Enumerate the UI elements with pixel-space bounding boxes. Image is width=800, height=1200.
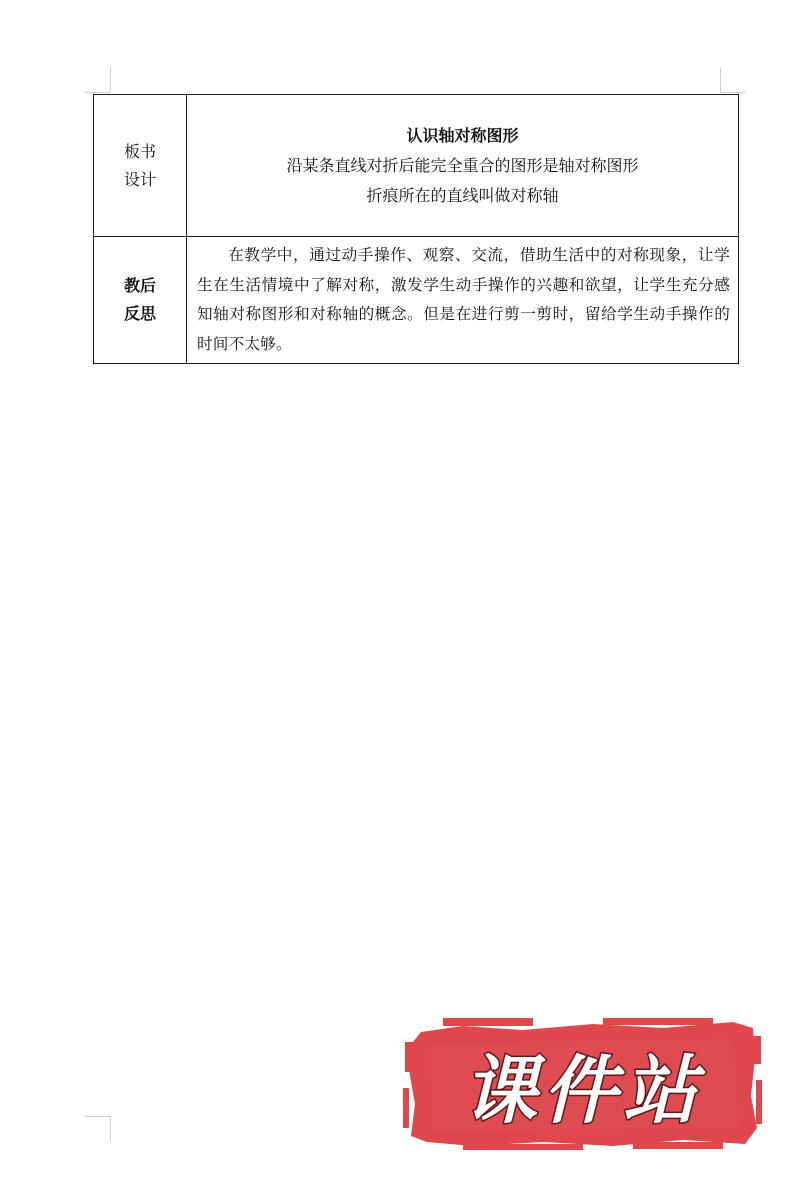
reflection-text: 在教学中，通过动手操作、观察、交流，借助生活中的对称现象，让学生在生活情境中了解对称，激发学生动手操作的兴趣和欲望，让学生充分感知轴对称图形和对称轴的概念。但是在进行剪一剪时，留给学生动手操作的时间不太够。 bbox=[187, 237, 739, 364]
crop-mark-bottom-left-h bbox=[84, 1116, 110, 1118]
board-line-definition: 沿某条直线对折后能完全重合的图形是轴对称图形 bbox=[286, 155, 639, 175]
crop-mark-bottom-left bbox=[90, 1116, 111, 1142]
board-line-axis: 折痕所在的直线叫做对称轴 bbox=[366, 185, 559, 205]
crop-mark-top-left-h bbox=[84, 91, 110, 93]
board-design-label-line1: 板书 bbox=[123, 141, 156, 161]
board-design-label-line2: 设计 bbox=[123, 169, 156, 189]
board-title: 认识轴对称图形 bbox=[406, 125, 519, 145]
board-design-content bbox=[187, 95, 739, 237]
reflection-row bbox=[94, 237, 739, 364]
crop-mark-top-right-h bbox=[720, 91, 746, 93]
reflection-label-line2: 反思 bbox=[123, 304, 156, 323]
reflection-label-line1: 教后 bbox=[123, 276, 156, 295]
crop-mark-top-right bbox=[720, 68, 741, 92]
watermark-stamp-logo bbox=[403, 1018, 763, 1150]
board-design-row bbox=[94, 95, 739, 237]
reflection-label bbox=[94, 237, 187, 364]
lesson-plan-table bbox=[93, 94, 739, 364]
board-design-label bbox=[94, 95, 187, 237]
svg-text:课件站: 课件站 bbox=[463, 1048, 703, 1134]
crop-mark-top-left bbox=[90, 68, 111, 92]
